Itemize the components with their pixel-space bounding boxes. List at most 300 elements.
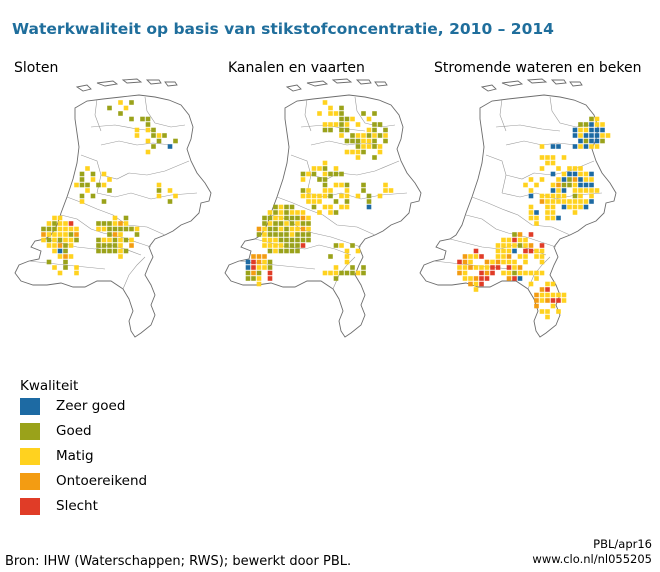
measurement-point xyxy=(518,243,523,248)
measurement-point xyxy=(523,183,528,188)
measurement-point xyxy=(490,260,495,265)
measurement-point xyxy=(74,232,79,237)
measurement-point xyxy=(490,265,495,270)
measurement-point xyxy=(69,221,74,226)
measurement-point xyxy=(102,227,107,232)
measurement-point xyxy=(512,232,517,237)
island-outline xyxy=(333,79,351,83)
measurement-point xyxy=(540,298,545,303)
map-kanalen xyxy=(215,75,425,350)
measurement-point xyxy=(540,287,545,292)
legend-swatch-matig xyxy=(20,448,40,465)
measurement-point xyxy=(573,144,578,149)
measurement-point xyxy=(129,117,134,122)
measurement-point xyxy=(600,122,605,127)
measurement-point xyxy=(323,177,328,182)
measurement-point xyxy=(545,287,550,292)
measurement-point xyxy=(600,128,605,133)
measurement-point xyxy=(507,254,512,259)
measurement-point xyxy=(69,243,74,248)
measurement-point xyxy=(47,260,52,265)
measurement-point xyxy=(545,293,550,298)
measurement-point xyxy=(474,254,479,259)
measurement-point xyxy=(534,183,539,188)
measurement-point xyxy=(74,227,79,232)
measurement-point xyxy=(540,144,545,149)
measurement-point xyxy=(545,205,550,210)
measurement-point xyxy=(52,227,57,232)
measurement-point xyxy=(463,271,468,276)
measurement-point xyxy=(113,221,118,226)
measurement-point xyxy=(523,238,528,243)
measurement-point xyxy=(328,128,333,133)
island-outline xyxy=(570,82,582,86)
chart-title: Waterkwaliteit op basis van stikstofconcentratie, 2010 – 2014 xyxy=(12,20,554,38)
measurement-point xyxy=(306,172,311,177)
measurement-point xyxy=(479,265,484,270)
measurement-point xyxy=(262,260,267,265)
measurement-point xyxy=(584,177,589,182)
measurement-point xyxy=(290,205,295,210)
measurement-point xyxy=(372,139,377,144)
measurement-point xyxy=(118,243,123,248)
measurement-point xyxy=(69,227,74,232)
credit-line-2: www.clo.nl/nl055205 xyxy=(532,552,652,566)
measurement-point xyxy=(74,265,79,270)
measurement-point xyxy=(151,133,156,138)
measurement-point xyxy=(107,227,112,232)
measurement-point xyxy=(251,260,256,265)
measurement-point xyxy=(118,249,123,254)
measurement-point xyxy=(551,293,556,298)
measurement-point xyxy=(556,177,561,182)
measurement-point xyxy=(173,194,178,199)
measurement-point xyxy=(257,254,262,259)
measurement-point xyxy=(589,128,594,133)
measurement-point xyxy=(102,249,107,254)
measurement-point xyxy=(63,238,68,243)
measurement-point xyxy=(468,254,473,259)
measurement-point xyxy=(339,117,344,122)
measurement-point xyxy=(290,210,295,215)
measurement-point xyxy=(273,221,278,226)
measurement-point xyxy=(312,172,317,177)
measurement-point xyxy=(584,128,589,133)
measurement-point xyxy=(146,117,151,122)
source-note: Bron: IHW (Waterschappen; RWS); bewerkt door PBL. xyxy=(5,554,352,569)
measurement-point xyxy=(124,227,129,232)
measurement-point xyxy=(383,183,388,188)
measurement-point xyxy=(146,150,151,155)
measurement-point xyxy=(268,238,273,243)
measurement-point xyxy=(463,276,468,281)
measurement-point xyxy=(295,249,300,254)
measurement-point xyxy=(135,232,140,237)
measurement-point xyxy=(273,238,278,243)
measurement-point xyxy=(518,238,523,243)
measurement-point xyxy=(350,117,355,122)
measurement-point xyxy=(479,254,484,259)
measurement-point xyxy=(284,210,289,215)
measurement-point xyxy=(345,150,350,155)
measurement-point xyxy=(312,199,317,204)
measurement-point xyxy=(306,199,311,204)
measurement-point xyxy=(151,128,156,133)
measurement-point xyxy=(96,243,101,248)
measurement-point xyxy=(573,172,578,177)
measurement-point xyxy=(317,194,322,199)
measurement-point xyxy=(306,188,311,193)
measurement-point xyxy=(312,205,317,210)
measurement-point xyxy=(584,199,589,204)
measurement-point xyxy=(479,282,484,287)
island-outline xyxy=(165,82,177,86)
measurement-point xyxy=(334,122,339,127)
measurement-point xyxy=(485,265,490,270)
island-outline xyxy=(77,85,91,91)
measurement-point xyxy=(595,139,600,144)
measurement-point xyxy=(301,238,306,243)
measurement-point xyxy=(573,177,578,182)
measurement-point xyxy=(251,271,256,276)
measurement-point xyxy=(345,254,350,259)
measurement-point xyxy=(279,216,284,221)
measurement-point xyxy=(567,166,572,171)
measurement-point xyxy=(578,205,583,210)
measurement-point xyxy=(80,199,85,204)
measurement-point xyxy=(262,243,267,248)
measurement-point xyxy=(74,238,79,243)
measurement-point xyxy=(350,139,355,144)
measurement-point xyxy=(339,128,344,133)
measurement-point xyxy=(301,216,306,221)
measurement-point xyxy=(383,188,388,193)
measurement-point xyxy=(85,183,90,188)
measurement-point xyxy=(246,276,251,281)
measurement-point xyxy=(323,271,328,276)
measurement-point xyxy=(573,194,578,199)
measurement-point xyxy=(268,210,273,215)
measurement-point xyxy=(345,188,350,193)
measurement-point xyxy=(479,276,484,281)
measurement-point xyxy=(584,172,589,177)
measurement-point xyxy=(584,144,589,149)
measurement-point xyxy=(124,106,129,111)
measurement-point xyxy=(540,166,545,171)
measurement-point xyxy=(339,183,344,188)
measurement-point xyxy=(74,183,79,188)
measurement-point xyxy=(372,128,377,133)
measurement-point xyxy=(556,188,561,193)
measurement-point xyxy=(273,227,278,232)
measurement-point xyxy=(356,271,361,276)
measurement-point xyxy=(584,133,589,138)
measurement-point xyxy=(589,194,594,199)
measurement-point xyxy=(246,265,251,270)
measurement-point xyxy=(96,227,101,232)
measurement-point xyxy=(378,144,383,149)
measurement-point xyxy=(284,232,289,237)
measurement-point xyxy=(323,161,328,166)
measurement-point xyxy=(102,199,107,204)
measurement-point xyxy=(545,216,550,221)
measurement-point xyxy=(501,249,506,254)
measurement-point xyxy=(507,276,512,281)
measurement-point xyxy=(58,227,63,232)
measurement-point xyxy=(534,298,539,303)
measurement-point xyxy=(262,238,267,243)
measurement-point xyxy=(290,227,295,232)
measurement-point xyxy=(251,254,256,259)
measurement-point xyxy=(501,238,506,243)
measurement-point xyxy=(279,232,284,237)
measurement-point xyxy=(540,254,545,259)
measurement-point xyxy=(279,243,284,248)
measurement-point xyxy=(372,133,377,138)
measurement-point xyxy=(540,194,545,199)
measurement-point xyxy=(284,221,289,226)
measurement-point xyxy=(262,216,267,221)
measurement-point xyxy=(518,271,523,276)
measurement-point xyxy=(323,188,328,193)
measurement-point xyxy=(47,221,52,226)
measurement-point xyxy=(529,194,534,199)
measurement-point xyxy=(529,249,534,254)
measurement-point xyxy=(578,183,583,188)
measurement-point xyxy=(589,117,594,122)
measurement-point xyxy=(52,265,57,270)
measurement-point xyxy=(529,210,534,215)
measurement-point xyxy=(334,265,339,270)
measurement-point xyxy=(284,205,289,210)
measurement-point xyxy=(523,243,528,248)
measurement-point xyxy=(80,183,85,188)
measurement-point xyxy=(573,128,578,133)
measurement-point xyxy=(496,243,501,248)
measurement-point xyxy=(273,216,278,221)
measurement-point xyxy=(107,221,112,226)
measurement-point xyxy=(578,166,583,171)
measurement-point xyxy=(345,117,350,122)
measurement-point xyxy=(545,161,550,166)
measurement-point xyxy=(273,205,278,210)
measurement-point xyxy=(507,243,512,248)
measurement-point xyxy=(334,276,339,281)
measurement-point xyxy=(589,199,594,204)
measurement-point xyxy=(113,249,118,254)
measurement-point xyxy=(372,155,377,160)
measurement-point xyxy=(63,221,68,226)
measurement-point xyxy=(551,155,556,160)
measurement-point xyxy=(124,249,129,254)
measurement-point xyxy=(595,117,600,122)
measurement-point xyxy=(501,271,506,276)
measurement-point xyxy=(356,155,361,160)
measurement-point xyxy=(58,254,63,259)
measurement-point xyxy=(328,188,333,193)
measurement-point xyxy=(540,177,545,182)
measurement-point xyxy=(268,260,273,265)
measurement-point xyxy=(317,166,322,171)
measurement-point xyxy=(545,282,550,287)
measurement-point xyxy=(317,199,322,204)
measurement-point xyxy=(328,194,333,199)
measurement-point xyxy=(556,298,561,303)
legend-title: Kwaliteit xyxy=(20,378,79,394)
measurement-point xyxy=(345,183,350,188)
measurement-point xyxy=(345,199,350,204)
measurement-point xyxy=(578,139,583,144)
measurement-point xyxy=(284,249,289,254)
measurement-point xyxy=(578,172,583,177)
measurement-point xyxy=(85,166,90,171)
measurement-point xyxy=(262,254,267,259)
measurement-point xyxy=(474,265,479,270)
measurement-point xyxy=(317,111,322,116)
measurement-point xyxy=(135,128,140,133)
measurement-point xyxy=(268,221,273,226)
measurement-point xyxy=(306,232,311,237)
measurement-point xyxy=(113,232,118,237)
measurement-point xyxy=(600,139,605,144)
measurement-point xyxy=(168,144,173,149)
measurement-point xyxy=(367,117,372,122)
measurement-point xyxy=(589,172,594,177)
measurement-point xyxy=(290,221,295,226)
measurement-point xyxy=(107,106,112,111)
measurement-point xyxy=(69,254,74,259)
measurement-point xyxy=(279,221,284,226)
measurement-point xyxy=(52,216,57,221)
measurement-point xyxy=(551,172,556,177)
measurement-point xyxy=(562,194,567,199)
measurement-point xyxy=(301,177,306,182)
island-outline xyxy=(123,79,141,83)
legend-label-zeer-goed: Zeer goed xyxy=(56,398,126,414)
measurement-point xyxy=(301,227,306,232)
measurement-point xyxy=(268,227,273,232)
measurement-point xyxy=(540,199,545,204)
measurement-point xyxy=(518,265,523,270)
measurement-point xyxy=(268,265,273,270)
measurement-point xyxy=(246,271,251,276)
measurement-point xyxy=(80,177,85,182)
measurement-point xyxy=(107,177,112,182)
measurement-point xyxy=(361,183,366,188)
measurement-point xyxy=(361,139,366,144)
measurement-point xyxy=(41,232,46,237)
measurement-point xyxy=(573,199,578,204)
measurement-point xyxy=(279,238,284,243)
measurement-point xyxy=(334,199,339,204)
measurement-point xyxy=(457,260,462,265)
measurement-point xyxy=(328,106,333,111)
measurement-point xyxy=(58,271,63,276)
measurement-point xyxy=(367,199,372,204)
measurement-point xyxy=(345,139,350,144)
measurement-point xyxy=(47,238,52,243)
measurement-point xyxy=(63,227,68,232)
measurement-point xyxy=(279,227,284,232)
measurement-point xyxy=(118,238,123,243)
measurement-point xyxy=(523,260,528,265)
measurement-point xyxy=(345,205,350,210)
measurement-point xyxy=(378,150,383,155)
measurement-point xyxy=(334,166,339,171)
measurement-point xyxy=(578,199,583,204)
measurement-point xyxy=(323,172,328,177)
measurement-point xyxy=(556,183,561,188)
measurement-point xyxy=(334,172,339,177)
measurement-point xyxy=(534,293,539,298)
measurement-point xyxy=(251,276,256,281)
measurement-point xyxy=(529,271,534,276)
measurement-point xyxy=(367,128,372,133)
island-outline xyxy=(552,80,566,84)
measurement-point xyxy=(501,254,506,259)
measurement-point xyxy=(41,227,46,232)
measurement-point xyxy=(578,128,583,133)
measurement-point xyxy=(562,172,567,177)
measurement-point xyxy=(129,243,134,248)
measurement-point xyxy=(367,194,372,199)
measurement-point xyxy=(328,172,333,177)
measurement-point xyxy=(279,249,284,254)
measurement-point xyxy=(334,111,339,116)
map-stromende xyxy=(410,75,620,350)
measurement-point xyxy=(361,150,366,155)
measurement-point xyxy=(52,238,57,243)
measurement-point xyxy=(534,304,539,309)
measurement-point xyxy=(540,243,545,248)
measurement-point xyxy=(317,210,322,215)
measurement-point xyxy=(562,298,567,303)
measurement-point xyxy=(339,205,344,210)
measurement-point xyxy=(279,210,284,215)
measurement-point xyxy=(534,210,539,215)
measurement-point xyxy=(284,238,289,243)
measurement-point xyxy=(512,238,517,243)
measurement-point xyxy=(556,293,561,298)
measurement-point xyxy=(91,172,96,177)
measurement-point xyxy=(306,238,311,243)
measurement-point xyxy=(372,144,377,149)
island-outline xyxy=(287,85,301,91)
measurement-point xyxy=(534,216,539,221)
measurement-point xyxy=(102,221,107,226)
measurement-point xyxy=(361,111,366,116)
measurement-point xyxy=(573,183,578,188)
measurement-point xyxy=(47,243,52,248)
measurement-point xyxy=(146,122,151,127)
measurement-point xyxy=(367,205,372,210)
measurement-point xyxy=(63,243,68,248)
measurement-point xyxy=(567,205,572,210)
measurement-point xyxy=(129,238,134,243)
measurement-point xyxy=(545,298,550,303)
measurement-point xyxy=(350,133,355,138)
measurement-point xyxy=(595,122,600,127)
measurement-point xyxy=(58,249,63,254)
island-outline xyxy=(97,81,117,86)
measurement-point xyxy=(173,139,178,144)
measurement-point xyxy=(118,254,123,259)
measurement-point xyxy=(339,194,344,199)
legend-swatch-slecht xyxy=(20,498,40,515)
measurement-point xyxy=(595,188,600,193)
measurement-point xyxy=(323,100,328,105)
measurement-point xyxy=(551,282,556,287)
